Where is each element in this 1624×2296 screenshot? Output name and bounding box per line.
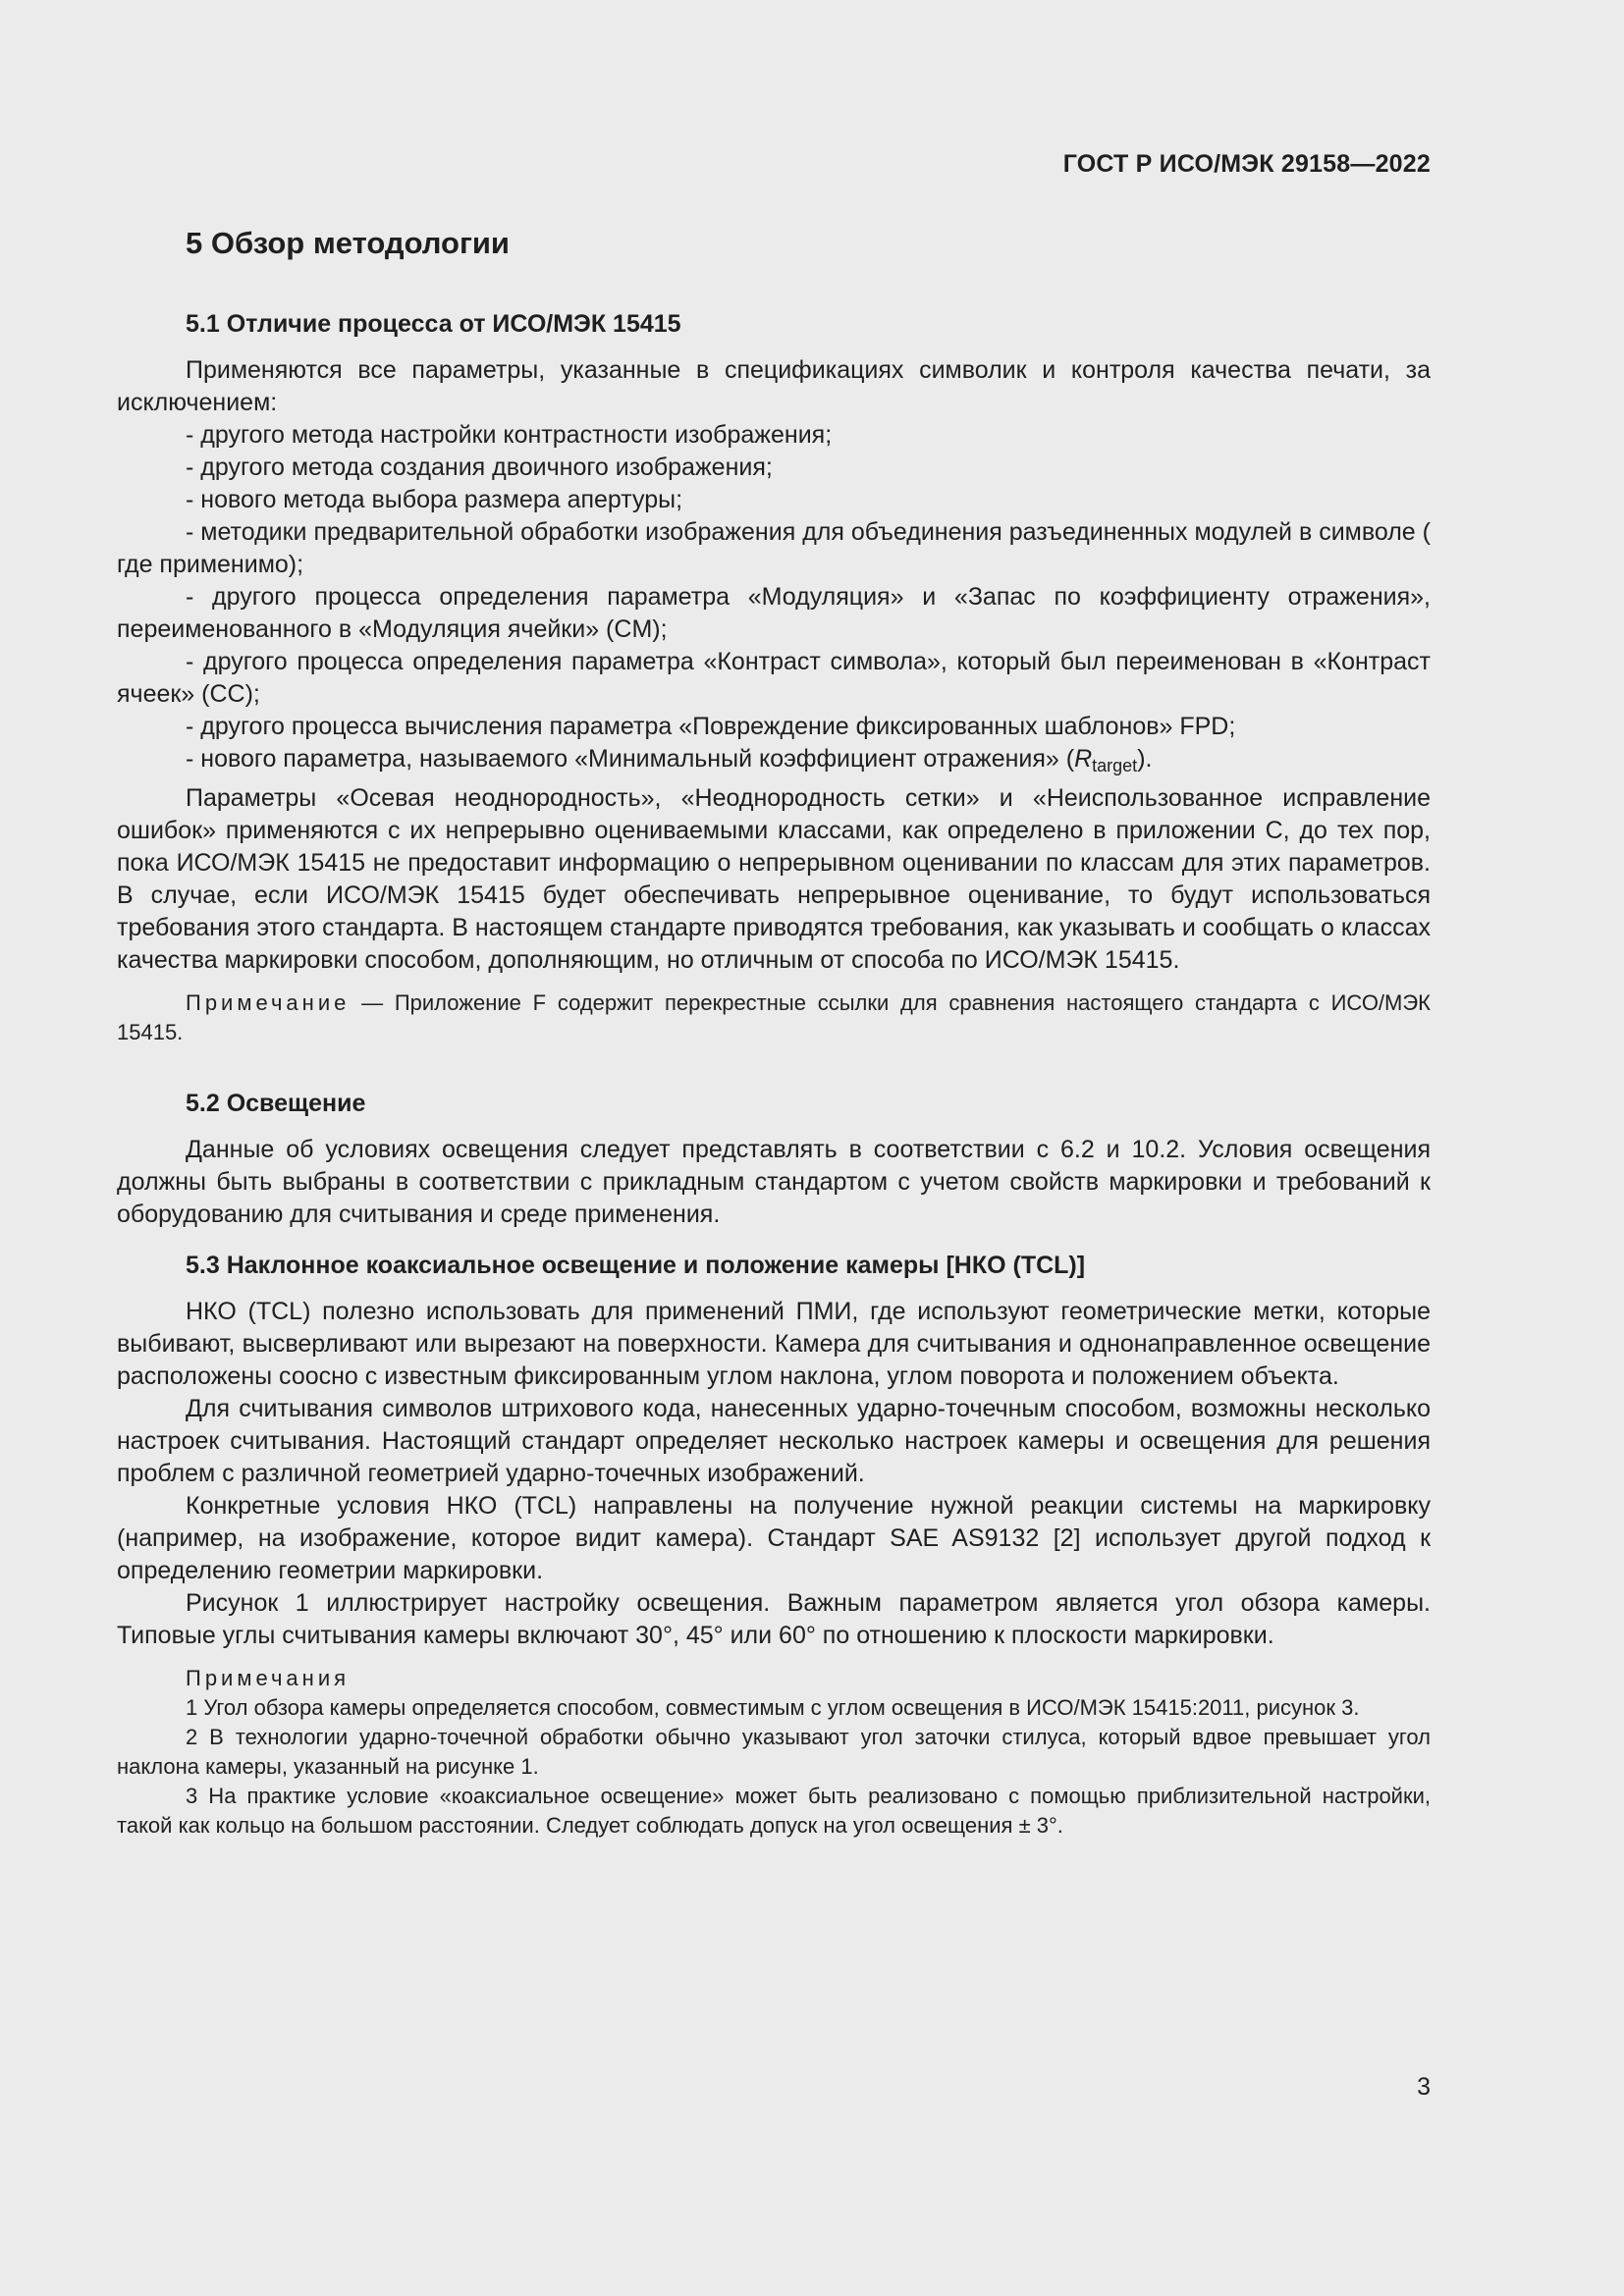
note-item: 3 На практике условие «коаксиальное освещение» может быть реализовано с помощью приблизительной настройки, такой как кольцо на большом расстоянии. Следует соблюдать допуск на угол освещения ± 3°. [117, 1784, 1431, 1838]
list-item: - нового метода выбора размера апертуры; [186, 486, 683, 513]
list-item: - методики предварительной обработки изображения для объединения разъединенных модулей в символе ( где применимо); [117, 518, 1431, 578]
note-text: — Приложение F содержит перекрестные ссылки для сравнения настоящего стандарта с ИСО/МЭК 15415. [117, 990, 1431, 1044]
page-number: 3 [1417, 2073, 1431, 2101]
section-5-1-title: 5.1 Отличие процесса от ИСО/МЭК 15415 [186, 310, 681, 338]
section-5-3-paragraph: Рисунок 1 иллюстрирует настройку освещения. Важным параметром является угол обзора камеры. Типовые углы считывания камеры включают 30°, 45° или 60° по отношению к плоскости маркировки. [117, 1589, 1431, 1649]
list-item-rtarget [117, 743, 1431, 782]
section-5-2-paragraph: Данные об условиях освещения следует представлять в соответствии с 6.2 и 10.2. Условия освещения должны быть выбраны в соответствии с прикладным стандартом с учетом свойств маркировки и требований к оборудованию для считывания и среде применения. [117, 1136, 1431, 1228]
r-symbol: R [1074, 745, 1093, 773]
list-item: - другого процесса вычисления параметра «Повреждение фиксированных шаблонов» FPD; [186, 713, 1236, 740]
list-item-prefix: - нового параметра, называемого «Минимальный коэффициент отражения» ( [186, 745, 1075, 773]
note-item: 1 Угол обзора камеры определяется способом, совместимым с углом освещения в ИСО/МЭК 15415:2011, рисунок 3. [186, 1695, 1360, 1720]
note-label: Примечание [186, 990, 351, 1015]
section-5-1-intro: Применяются все параметры, указанные в спецификациях символик и контроля качества печати, за исключением: [117, 356, 1431, 416]
section-5-title: 5 Обзор методологии [186, 226, 510, 260]
page-content [117, 307, 1431, 1841]
section-5-3-paragraph: НКО (TCL) полезно использовать для применений ПМИ, где используют геометрические метки, которые выбивают, высверливают или вырезают на поверхности. Камера для считывания и однонаправленное освещение расположены соосно с известным фиксированным углом наклона, углом поворота и положением объекта. [117, 1298, 1431, 1390]
section-5-3-title: 5.3 Наклонное коаксиальное освещение и положение камеры [НКО (TCL)] [186, 1252, 1086, 1279]
list-item: - другого метода создания двоичного изображения; [186, 454, 773, 481]
section-5-3-paragraph: Для считывания символов штрихового кода, нанесенных ударно-точечным способом, возможны несколько настроек считывания. Настоящий стандарт определяет несколько настроек камеры и освещения для решения проблем с различной геометрией ударно-точечных изображений. [117, 1395, 1431, 1487]
section-5-1-note [117, 988, 1431, 1047]
list-item: - другого метода настройки контрастности изображения; [186, 421, 833, 449]
section-5-1-paragraph: Параметры «Осевая неоднородность», «Неоднородность сетки» и «Неиспользованное исправление ошибок» применяются с их непрерывно оцениваемыми классами, как определено в приложении C, до тех пор, пока ИСО/МЭК 15415 не предоставит информацию о непрерывном оценивании по классам для этих параметров. В случае, если ИСО/МЭК 15415 будет обеспечивать непрерывное оценивание, то будут использоваться требования этого стандарта. В настоящем стандарте приводятся требования, как указывать и сообщать о классах качества маркировки способом, дополняющим, но отличным от способа по ИСО/МЭК 15415. [117, 784, 1431, 974]
list-item: - другого процесса определения параметра «Контраст символа», который был переименован в «Контраст ячеек» (CC); [117, 648, 1431, 708]
notes-label: Примечания [186, 1666, 351, 1690]
target-subscript: target [1092, 756, 1138, 775]
list-item-suffix: ). [1137, 745, 1153, 773]
list-item: - другого процесса определения параметра «Модуляция» и «Запас по коэффициенту отражения», переименованного в «Модуляция ячейки» (CM); [117, 583, 1431, 643]
document-page [117, 0, 1431, 2296]
standard-code-header: ГОСТ Р ИСО/МЭК 29158—2022 [1062, 150, 1431, 178]
section-5-2-title: 5.2 Освещение [186, 1090, 366, 1117]
note-item: 2 В технологии ударно-точечной обработки обычно указывают угол заточки стилуса, который вдвое превышает угол наклона камеры, указанный на рисунке 1. [117, 1725, 1431, 1779]
section-5-3-paragraph: Конкретные условия НКО (TCL) направлены на получение нужной реакции системы на маркировку (например, на изображение, которое видит камера). Стандарт SAE AS9132 [2] использует другой подход к определению геометрии маркировки. [117, 1492, 1431, 1584]
